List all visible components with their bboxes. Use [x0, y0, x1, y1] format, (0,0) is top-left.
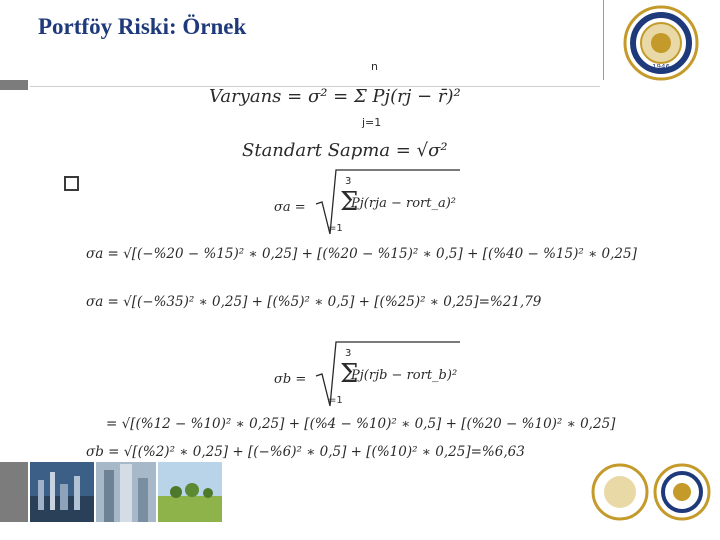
- svg-text:IVSC: IVSC: [370, 488, 394, 499]
- sigma-b-line-2: σb = √[(%2)² ∗ 0,25] + [(−%6)² ∗ 0,5] + [(%10)² ∗ 0,25]=%6,63: [86, 444, 525, 460]
- city-photo-1: [30, 462, 94, 522]
- sigma-b-sum-bottom: =1: [328, 395, 343, 406]
- city-photo-2: [96, 462, 156, 522]
- sigma-a-line-2: σa = √[(−%35)² ∗ 0,25] + [(%5)² ∗ 0,5] + [(%25)² ∗ 0,25]=%21,79: [86, 294, 542, 310]
- sigma-a-term: Pj(rja − rort_a)²: [351, 196, 457, 211]
- sigma-a-sum-top: 3: [345, 176, 352, 187]
- sigma-a-sum-bottom: =1: [328, 223, 343, 234]
- sigma-b-sum-top: 3: [345, 348, 352, 359]
- ivsc-logo: [360, 462, 460, 522]
- divider-vertical: [603, 0, 604, 80]
- sigma-b-line-1: = √[(%12 − %10)² ∗ 0,25] + [(%4 − %10)² ∗ 0,5] + [(%20 − %10)² ∗ 0,25]: [106, 416, 616, 432]
- svg-text:Σ: Σ: [340, 359, 359, 389]
- rics-logo: [470, 462, 580, 522]
- sigma-b-lhs: σb =: [274, 372, 307, 387]
- svg-text:1946: 1946: [652, 63, 670, 71]
- left-bar-bottom: [0, 462, 28, 522]
- university-logo: [623, 5, 699, 85]
- sigma-a-line-1: σa = √[(−%20 − %15)² ∗ 0,25] + [(%20 − %15)² ∗ 0,5] + [(%40 − %15)² ∗ 0,25]: [86, 246, 637, 262]
- svg-text:RICS: RICS: [508, 481, 561, 505]
- svg-text:Σ: Σ: [340, 187, 359, 217]
- seal-logo-2: [652, 462, 712, 522]
- left-bar-top: [0, 80, 28, 90]
- std-formula: Standart Sapma = √σ²: [242, 140, 448, 161]
- variance-formula: Varyans = σ² = Σ Pj(rj − r̄)²: [209, 86, 461, 107]
- bullet-icon: [64, 176, 79, 191]
- landscape-photo: [158, 462, 222, 522]
- variance-sum-top: n: [371, 60, 378, 73]
- page-title: Portföy Riski: Örnek: [38, 14, 247, 39]
- sigma-b-term: Pj(rjb − rort_b)²: [351, 368, 458, 383]
- variance-sum-bottom: j=1: [362, 116, 382, 129]
- seal-logo-1: [590, 462, 650, 522]
- sigma-a-lhs: σa =: [274, 200, 306, 215]
